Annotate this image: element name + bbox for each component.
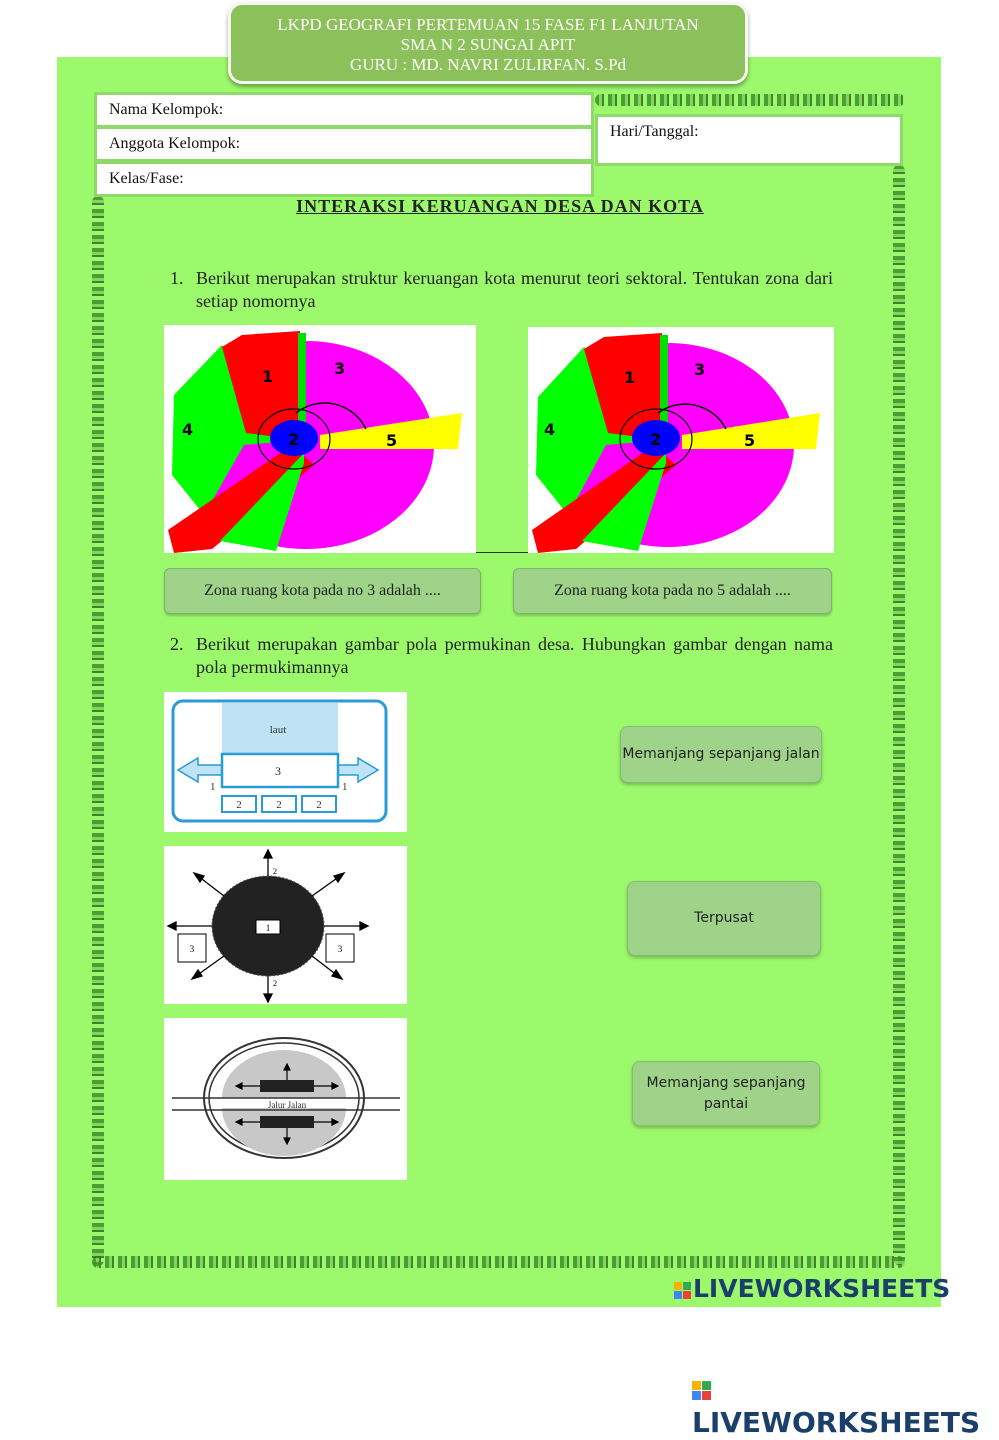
group-members-field[interactable]: Anggota Kelompok: (94, 126, 594, 162)
vine-border-right (893, 165, 905, 1265)
road-label: Jalur Jalan (267, 1100, 307, 1110)
sector-label-5: 5 (744, 431, 756, 450)
header-banner (228, 2, 748, 84)
class-phase-field[interactable]: Kelas/Fase: (94, 161, 594, 197)
sector-label-3: 3 (694, 360, 706, 379)
brand-logo-icon (674, 1282, 691, 1299)
coastal-pattern-graphic (164, 692, 407, 832)
header-line-3: GURU : MD. NAVRI ZULIRFAN. S.Pd (349, 55, 627, 74)
settlement-image-coastal[interactable] (164, 692, 407, 832)
sector-diagram-left-graphic (164, 325, 476, 553)
divider-line (476, 552, 528, 553)
sector-diagram-right-graphic (528, 327, 834, 553)
vine-border-top (595, 94, 905, 106)
side-label-right: 1 (342, 781, 348, 793)
road-pattern-graphic (164, 1018, 407, 1180)
sector-label-5: 5 (386, 431, 398, 450)
sector-diagram-left (164, 325, 476, 553)
brand-logo-inner (674, 1274, 950, 1304)
sector-diagram-right (528, 327, 834, 553)
ring-label-bottom: 2 (273, 979, 277, 988)
outer-label-left: 3 (189, 944, 195, 954)
sector-label-3: 3 (334, 359, 346, 378)
question-2 (170, 633, 833, 679)
brand-logo-text: LIVEWORKSHEETS (693, 1274, 951, 1303)
centralized-pattern-graphic (164, 846, 407, 1004)
sector-label-2: 2 (650, 430, 662, 449)
ring-label-top: 2 (273, 867, 277, 876)
choice-along-road[interactable]: Memanjang sepanjang jalan (620, 726, 822, 783)
house-label: 2 (276, 799, 282, 811)
sector-label-2: 2 (288, 430, 300, 449)
question-1-number: 1. (170, 268, 184, 288)
group-name-field[interactable]: Nama Kelompok: (94, 92, 594, 128)
choice-centralized[interactable]: Terpusat (627, 881, 821, 956)
outer-label-right: 3 (337, 944, 343, 954)
vine-border-bottom (92, 1256, 905, 1268)
header-line-1: LKPD GEOGRAFI PERTEMUAN 15 FASE F1 LANJUTAN (277, 15, 699, 34)
question-1 (170, 267, 833, 313)
settlement-image-road[interactable] (164, 1018, 407, 1180)
day-date-field[interactable]: Hari/Tanggal: (595, 114, 903, 166)
answer-box-zone-3[interactable]: Zona ruang kota pada no 3 adalah .... (164, 568, 481, 614)
header-line-2: SMA N 2 SUNGAI APIT (400, 35, 576, 54)
choice-along-coast[interactable]: Memanjang sepanjang pantai (632, 1061, 820, 1126)
brand-logo-footer (692, 1372, 999, 1440)
brand-logo-icon (692, 1381, 711, 1400)
sea-label: laut (269, 724, 287, 736)
side-label-left: 1 (210, 781, 216, 793)
house-label: 2 (316, 799, 322, 811)
question-1-text: Berikut merupakan struktur keruangan kota menurut teori sektoral. Tentukan zona dari setiap nomornya (196, 268, 833, 311)
center-label: 3 (275, 764, 281, 778)
sector-label-1: 1 (624, 368, 636, 387)
question-2-text: Berikut merupakan gambar pola permukinan desa. Hubungkan gambar dengan nama pola permukimannya (196, 634, 833, 677)
worksheet-title: INTERAKSI KERUANGAN DESA DAN KOTA (296, 196, 704, 216)
question-2-number: 2. (170, 634, 184, 654)
sector-label-4: 4 (182, 420, 194, 439)
sector-label-1: 1 (262, 367, 274, 386)
settlement-image-centralized[interactable] (164, 846, 407, 1004)
brand-logo-text: LIVEWORKSHEETS (692, 1406, 981, 1439)
sector-label-4: 4 (544, 420, 556, 439)
vine-border-left (92, 196, 104, 1266)
house-label: 2 (236, 799, 242, 811)
answer-box-zone-5[interactable]: Zona ruang kota pada no 5 adalah .... (513, 568, 832, 614)
center-label: 1 (265, 923, 271, 933)
